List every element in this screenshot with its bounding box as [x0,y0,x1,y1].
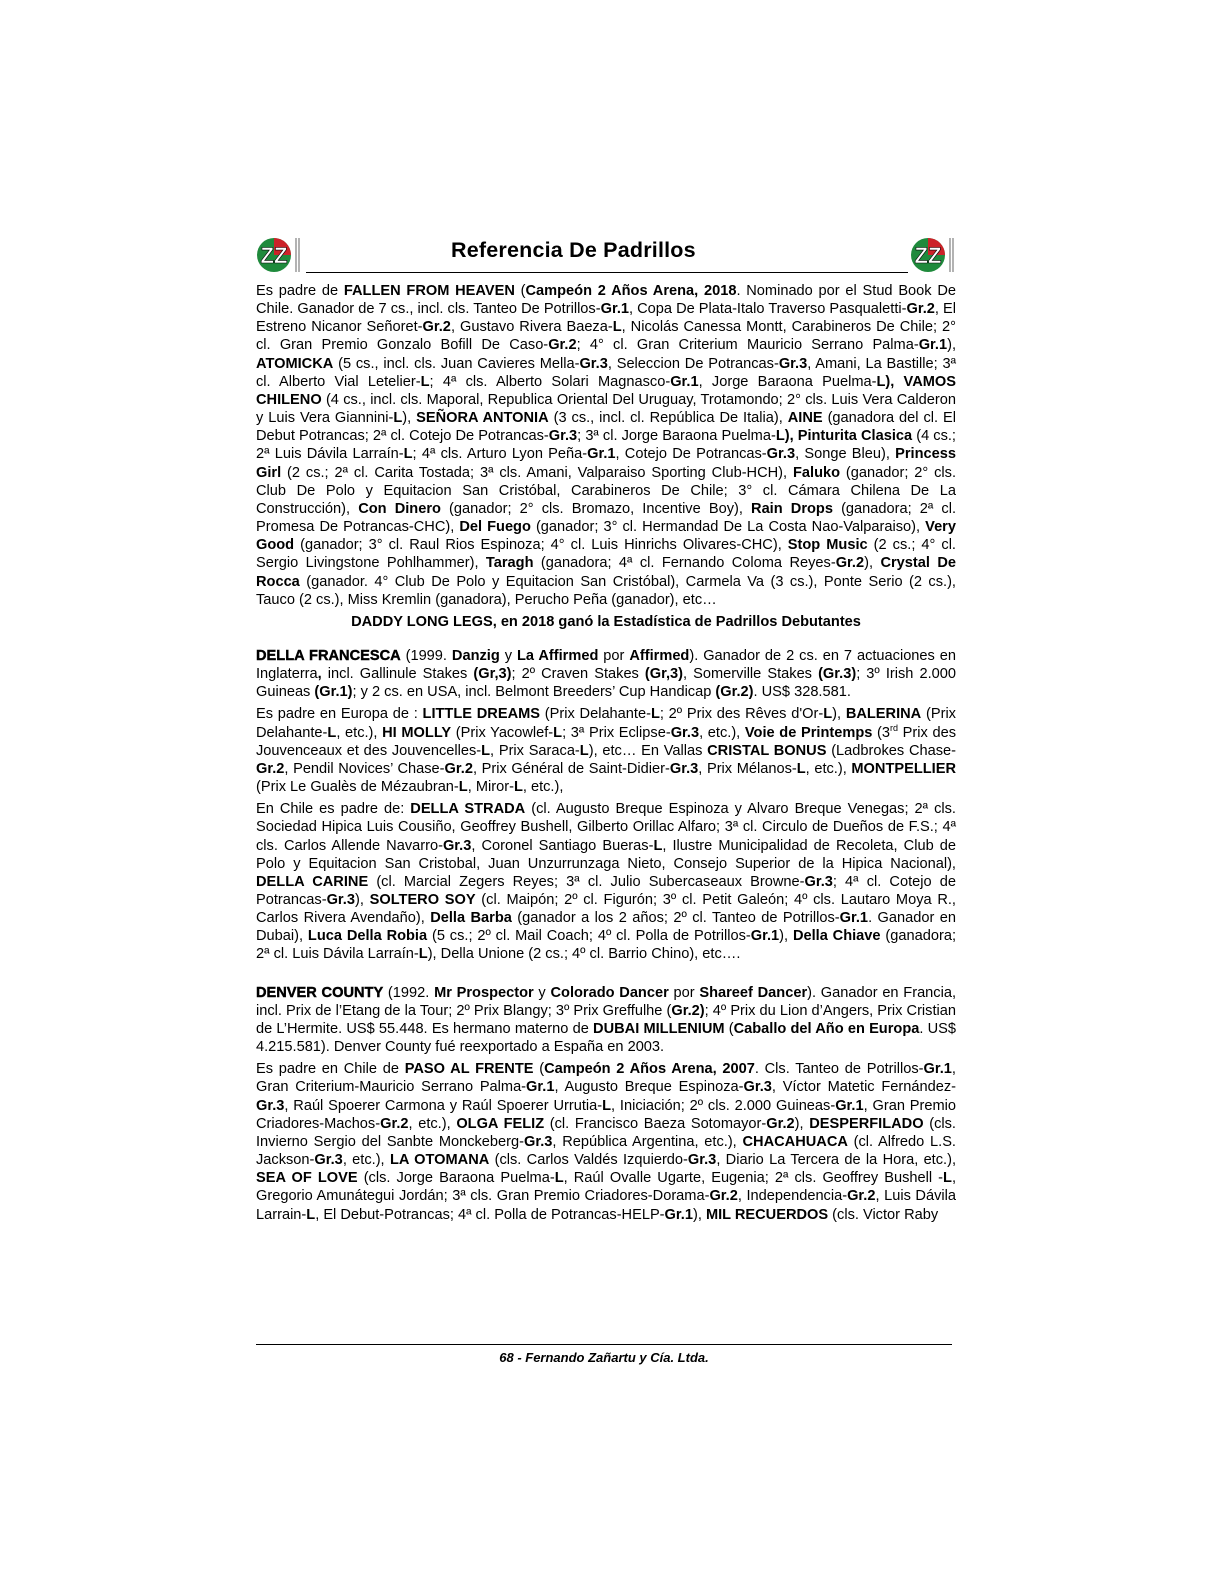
bold-text: La Affirmed [516,647,599,664]
bold-text: CRISTAL BONUS [707,742,827,759]
text: , Raúl Ovalle Ugarte, Eugenia; 2ª cls. Geoffrey Bushell - [563,1170,944,1187]
text: Prix des Jouvenceaux et des Jouvencelles- [256,724,956,759]
text: (cls. Carlos Valdés Izquierdo- [489,1152,688,1169]
paragraph [256,984,956,1057]
bold-text: MIL RECUERDOS [705,1206,829,1223]
text: , Gregorio Amunátegui Jordán; 3ª cls. Gran Premio Criadores-Dorama- [256,1170,957,1205]
text: y [499,647,517,664]
bold-text: Gr.1 [835,1097,864,1114]
bold-text: Gr.2 [847,1188,876,1205]
bold-text: PASO AL FRENTE [404,1061,534,1078]
bold-text: Gr.3 [442,837,472,854]
bold-text: L [612,319,622,336]
bold-text: L [327,724,337,741]
text: ; 4ª cls. Arturo Lyon Peña- [412,446,588,463]
text: , El Debut-Potrancas; 4ª cl. Polla de Potrancas-HELP- [315,1206,665,1223]
text: , Songe Bleu), [795,446,896,463]
bold-text: Gr.2 [444,760,473,777]
text: (ganador; 2° cls. Club De Polo y Equitacion San Cristóbal, Carabineros De Chile; 3° cl. Cámara Chilena De La Construcción), [256,464,956,517]
bold-text: Della Barba [430,910,512,927]
bold-text: CHACAHUACA [742,1133,848,1150]
bold-text: Luca Della Robia [307,928,428,945]
bold-text: L [602,1097,612,1114]
page-title: Referencia De Padrillos [451,238,696,262]
text: ). Ganador en Francia, incl. Prix de l’Etang de la Tour; 2º Prix Blangy; 3º Prix Greffulhe ( [256,984,957,1019]
text: , etc.), [699,724,745,741]
bold-text: , [317,666,322,683]
text: , Somerville Stakes [683,666,819,683]
paragraph [256,800,956,963]
section-gap [256,968,956,984]
text: , Augusto Breque Espinoza- [554,1079,744,1096]
bold-text: Gr.3 [778,355,808,372]
bold-text: Gr.2 [766,1115,795,1132]
text: , Copa De Plata-Italo Traverso Pasqualetti- [629,301,907,318]
text: (cls. Victor Raby [828,1206,939,1223]
bold-text: Gr.2 [835,555,865,572]
text: ), [947,337,957,354]
bold-text: Gr.1 [839,910,869,927]
text: , Prix Mélanos- [698,760,797,777]
text: , Prix Saraca- [490,742,580,759]
bold-text: Gr.1 [918,337,948,354]
text: (Prix Yacowlef- [451,724,554,741]
text: Es padre en Chile de [256,1061,405,1078]
text: . Nominado por el Stud Book De Chile. Ganador de 7 cs., incl. cls. Tanteo De Potrillos- [256,283,956,318]
section-gap [256,631,956,647]
bold-text: Mr Prospector [434,984,534,1001]
bold-text: Gr.3 [766,446,796,463]
bold-text: DELLA CARINE [256,873,369,890]
bold-text: Gr.3 [669,760,699,777]
bold-text: Gr.2 [906,301,935,318]
bold-text: Voie de Printemps [744,724,873,741]
text: ; y 2 cs. en USA, incl. Belmont Breeders’ Cup Handicap [352,684,716,701]
bold-text: L [943,1170,952,1187]
bold-text: L [554,1170,564,1187]
text: (cl. Augusto Breque Espinoza y Alvaro Breque Venegas; 2ª cls. Sociedad Hipica Luis Cousiño, Geoffrey Bushell, Gilberto Orillac Alfaro; 3ª cl. Circulo de Dueños de F.S.; 4ª cls. Carlos Allende Navarro- [256,801,956,854]
svg-text:ZZ: ZZ [260,243,288,268]
bold-text: L), VAMOS CHILENO [256,373,956,408]
text: , Pendil Novices’ Chase- [284,760,445,777]
text: ), Della Unione (2 cs.; 4º cl. Barrio Chino), etc…. [427,946,741,963]
bold-text: Campeón 2 Años Arena, 2018 [525,283,737,299]
bold-text: L [553,724,563,741]
text: (ganador. 4° Club De Polo y Equitacion San Cristóbal), Carmela Va (3 cs.), Ponte Serio (2 cs.), Tauco (2 cs.), Miss Kremlin (ganadora), Perucho Peña (ganador), etc… [256,573,956,608]
bold-text: Gr.3 [687,1152,717,1169]
text: (3 cs., incl. cl. República De Italia), [548,410,788,427]
text: ), etc… En Vallas [588,742,708,759]
bold-text: (Gr,3) [473,666,512,683]
bold-text: Rain Drops [751,500,833,517]
bold-text: HI MOLLY [382,724,452,741]
bold-text: LA OTOMANA [389,1152,490,1169]
text: ( [533,1061,545,1078]
footer-divider [256,1344,952,1345]
text: , etc.), [408,1115,457,1132]
bold-text: L [458,779,468,796]
bold-text: L [653,837,663,854]
bold-text: BALERINA [845,706,922,723]
text: . Cls. Tanteo de Potrillos- [754,1061,924,1078]
bold-text: LITTLE DREAMS [422,706,541,723]
text: (cls. Invierno Sergio del Sanbte Monckeberg- [256,1115,956,1150]
bold-text: L [796,760,806,777]
bold-text: Gr.1 [587,446,616,463]
bold-text: Princess Girl [256,446,956,481]
bold-text: Gr.1 [600,301,629,318]
paragraph [256,705,956,796]
text: , Gustavo Rivera Baeza- [450,319,613,336]
text: y [533,984,551,1001]
text: , Diario La Tercera de la Hora, etc.), [716,1152,956,1169]
bold-text: L [481,742,491,759]
text: (Ladbrokes Chase- [826,742,956,759]
bold-text: Gr.3 [804,873,833,890]
text: ; 4ª cl. Cotejo de Potrancas- [256,873,956,908]
text: ), [832,706,846,723]
bold-text: (Gr.2) [715,684,754,701]
bold-text: MONTPELLIER [851,760,956,777]
logo-right-icon [910,234,956,276]
text: por [668,984,700,1001]
text: , Independencia- [737,1188,848,1205]
text: (ganadora; 2ª cl. Luis Dávila Larraín- [256,928,956,963]
text: (ganador a los 2 años; 2º cl. Tanteo de Potrillos- [511,910,840,927]
text: (2 cs.; 2ª cl. Carita Tostada; 3ª cls. Amani, Valparaiso Sporting Club-HCH), [281,464,793,481]
text: , El Estreno Nicanor Señoret- [256,301,956,336]
text: , Amani, La Bastille; 3ª cl. Alberto Vial Letelier- [256,355,956,390]
horse-name: DELLA FRANCESCA [256,647,401,664]
bold-text: L [403,446,413,463]
text: (4 cs.; 2ª Luis Dávila Larraín- [256,428,956,463]
text: por [598,647,630,664]
text: (4 cs., incl. cls. Maporal, Republica Oriental Del Uruguay, Trotamondo; 2° cls. Luis Vera Calderon y Luis Vera Giannini- [256,391,956,427]
bold-text: Colorado Dancer [550,984,669,1001]
text: rd [890,722,899,733]
text: ), [864,555,881,572]
highlight-line: DADDY LONG LEGS, en 2018 ganó la Estadística de Padrillos Debutantes [351,613,861,630]
bold-text: L [306,1206,316,1223]
bold-text: Gr.3 [670,724,700,741]
text: , Gran Premio Criadores-Machos- [256,1097,956,1132]
text: (ganadora; 2ª cl. Promesa De Potrancas-CHC), [256,500,957,536]
bold-text: Gr.3 [314,1152,343,1169]
bold-text: L [420,373,430,390]
bold-text: (Gr,3) [644,666,684,683]
page-footer: 68 - Fernando Zañartu y Cía. Ltda. [499,1350,709,1365]
text: (5 cs.; 2º cl. Mail Coach; 4º cl. Polla de Potrillos- [427,928,751,945]
text: , Seleccion De Potrancas- [607,355,779,372]
bold-text: SEA OF LOVE [256,1170,358,1187]
bold-text: DELLA STRADA [410,801,526,818]
paragraph [256,647,956,701]
text: , etc.), [805,760,852,777]
bold-text: Caballo del Año en Europa [733,1020,920,1037]
bold-text: L [513,779,523,796]
text: ; 4° cl. Gran Criterium Mauricio Serrano Palma- [576,337,919,354]
bold-text: Gr.2 [422,319,451,336]
bold-text: Shareef Dancer [699,984,808,1001]
bold-text: DESPERFILADO [809,1115,924,1132]
text: (5 cs., incl. cls. Juan Cavieres Mella- [333,355,580,372]
bold-text: Gr.1 [923,1061,952,1078]
text: , Luis Dávila Larrain- [256,1188,956,1223]
bold-text: Gr.2 [256,760,285,777]
text: ; 3º Irish 2.000 Guineas [256,666,956,701]
text: (cl. Francisco Baeza Sotomayor- [544,1115,767,1132]
text: ; 2º Craven Stakes [511,666,645,683]
text: Es padre en Europa de : [256,706,423,723]
bold-text: Del Fuego [459,519,531,536]
text: (ganador; 3° cl. Raul Rios Espinoza; 4° cl. Luis Hinrichs Olivares-CHC), [294,537,788,554]
text: , Coronel Santiago Bueras- [471,837,654,854]
text: , etc.), [342,1152,390,1169]
bold-text: SEÑORA ANTONIA [416,410,549,427]
text: ; 3ª cl. Jorge Baraona Puelma- [577,428,776,445]
bold-text: Taragh [485,555,534,572]
bold-text: (Gr.3) [818,666,857,683]
bold-text: Crystal De Rocca [256,555,956,590]
text: ), [794,1115,810,1132]
text: (cl. Alfredo L.S. Jackson- [256,1133,956,1169]
bold-text: Gr.1 [750,928,780,945]
text: . US$ 4.215.581). Denver County fué reexportado a España en 2003. [256,1020,957,1056]
text: , República Argentina, etc.), [552,1133,743,1150]
text: ), [354,892,370,908]
document-body [256,282,956,1224]
text: (1999. [400,647,452,664]
text: incl. Gallinule Stakes [321,666,474,683]
bold-text: Gr.2 [548,337,577,354]
text: (cl. Maipón; 2º cl. Figurón; 3º cl. Petit Galeón; 4º cls. Lautaro Moya R., Carlos Rivera Avendaño), [256,892,956,927]
bold-text: Danzig [451,647,500,664]
text: ; 3ª Prix Eclipse- [562,724,671,741]
text: ; 4º Prix du Lion d’Angers, Prix Cristian de L’Hermite. US$ 55.448. Es hermano materno de [256,1002,956,1037]
bold-text: Stop Music [787,537,868,554]
bold-text: AINE [787,410,823,427]
text: , Gran Criterium-Mauricio Serrano Palma- [256,1061,956,1096]
bold-text: L), Pinturita Clasica [775,428,913,445]
text: (ganador; 2° cls. Bromazo, Incentive Boy), [440,500,752,517]
text: (2 cs.; 4° cl. Sergio Livingstone Pohlhammer), [256,537,956,572]
bold-text: DUBAI MILLENIUM [593,1020,725,1037]
bold-text: Faluko [792,464,841,481]
text: (Prix Delahante- [256,706,956,741]
bold-text: FALLEN FROM HEAVEN [343,283,515,299]
text: ), [402,410,417,427]
page-header [256,230,956,278]
bold-text: Gr.3 [326,892,355,908]
text: . Ganador en Dubai), [256,910,956,945]
bold-text: SOLTERO SOY [369,892,476,908]
text: (ganadora; 4ª cl. Fernando Coloma Reyes- [533,555,836,572]
bold-text: L [650,706,660,723]
text: , Jorge Baraona Puelma- [698,373,877,390]
bold-text: Gr.1 [670,373,699,390]
text: , Cotejo De Potrancas- [615,446,767,463]
text: (1992. [383,984,435,1001]
text: , Miror- [467,779,514,796]
bold-text: L [418,946,428,963]
text: (3 [872,724,890,741]
text: Es padre de [256,283,344,299]
bold-text: Gr.3 [579,355,608,372]
bold-text: Gr.2) [671,1002,705,1019]
text: (ganador; 3° cl. Hermandad De La Costa Nao-Valparaiso), [530,519,926,536]
text: , Ilustre Municipalidad de Recoleta, Club de Polo y Equitacion San Cristobal, Juan Unzurrunzaga Nieto, Consejo Superior de la Hipica Nacional), [256,837,956,872]
page [256,230,956,1228]
svg-text:ZZ: ZZ [914,243,942,268]
bold-text: ATOMICKA [256,355,334,372]
bold-text: Gr.3 [523,1133,553,1150]
bold-text: OLGA FELIZ [456,1115,545,1132]
logo-left-icon [256,234,302,276]
text: (cls. Jorge Baraona Puelma- [357,1170,555,1187]
bold-text: L [579,742,589,759]
bold-text: Gr.2 [709,1188,738,1205]
text: , Prix Général de Saint-Didier- [472,760,670,777]
bold-text: Gr.3 [743,1079,772,1096]
bold-text: Affirmed [629,647,690,664]
text: , Víctor Matetic Fernández- [771,1079,956,1096]
text: ; 2º Prix des Rêves d'Or- [659,706,824,723]
bold-text: L [393,410,403,427]
text: , etc.), [522,779,564,796]
text: ). Ganador de 2 cs. en 7 actuaciones en Inglaterra [256,647,957,683]
paragraph [256,282,956,609]
bold-text: (Gr.1) [314,684,353,701]
text: En Chile es padre de: [256,801,411,818]
text: ( [724,1020,734,1037]
bold-text: Della Chiave [792,928,881,945]
header-divider [306,272,908,273]
text: (Prix Le Gualès de Mézaubran- [256,779,459,796]
bold-text: L [823,706,833,723]
bold-text: Gr.1 [526,1079,555,1096]
text: , etc.), [336,724,383,741]
text: ), [692,1206,706,1223]
text: ; 4ª cls. Alberto Solari Magnasco- [429,373,671,390]
horse-name: DENVER COUNTY [256,984,384,1001]
text: ), [779,928,793,945]
paragraph [256,1060,956,1223]
text: (cl. Marcial Zegers Reyes; 3ª cl. Julio Subercaseaux Browne- [368,873,805,890]
bold-text: Gr.3 [256,1097,285,1114]
bold-text: Gr.1 [664,1206,693,1223]
bold-text: Gr.3 [548,428,578,445]
bold-text: Gr.2 [380,1115,409,1132]
text: (Prix Delahante- [540,706,651,723]
bold-text: Con Dinero [358,500,441,517]
text: , Nicolás Canessa Montt, Carabineros De Chile; 2° cl. Gran Premio Gonzalo Bofill De Caso- [256,319,957,354]
text: ( [514,283,526,299]
text: . US$ 328.581. [753,684,851,701]
text: , Raúl Spoerer Carmona y Raúl Spoerer Urrutia- [284,1097,603,1114]
text: (ganadora del cl. El Debut Potrancas; 2ª cl. Cotejo De Potrancas- [256,410,956,445]
text: , Iniciación; 2º cls. 2.000 Guineas- [611,1097,836,1114]
bold-text: Very Good [256,519,956,554]
bold-text: Campeón 2 Años Arena, 2007 [544,1061,755,1078]
